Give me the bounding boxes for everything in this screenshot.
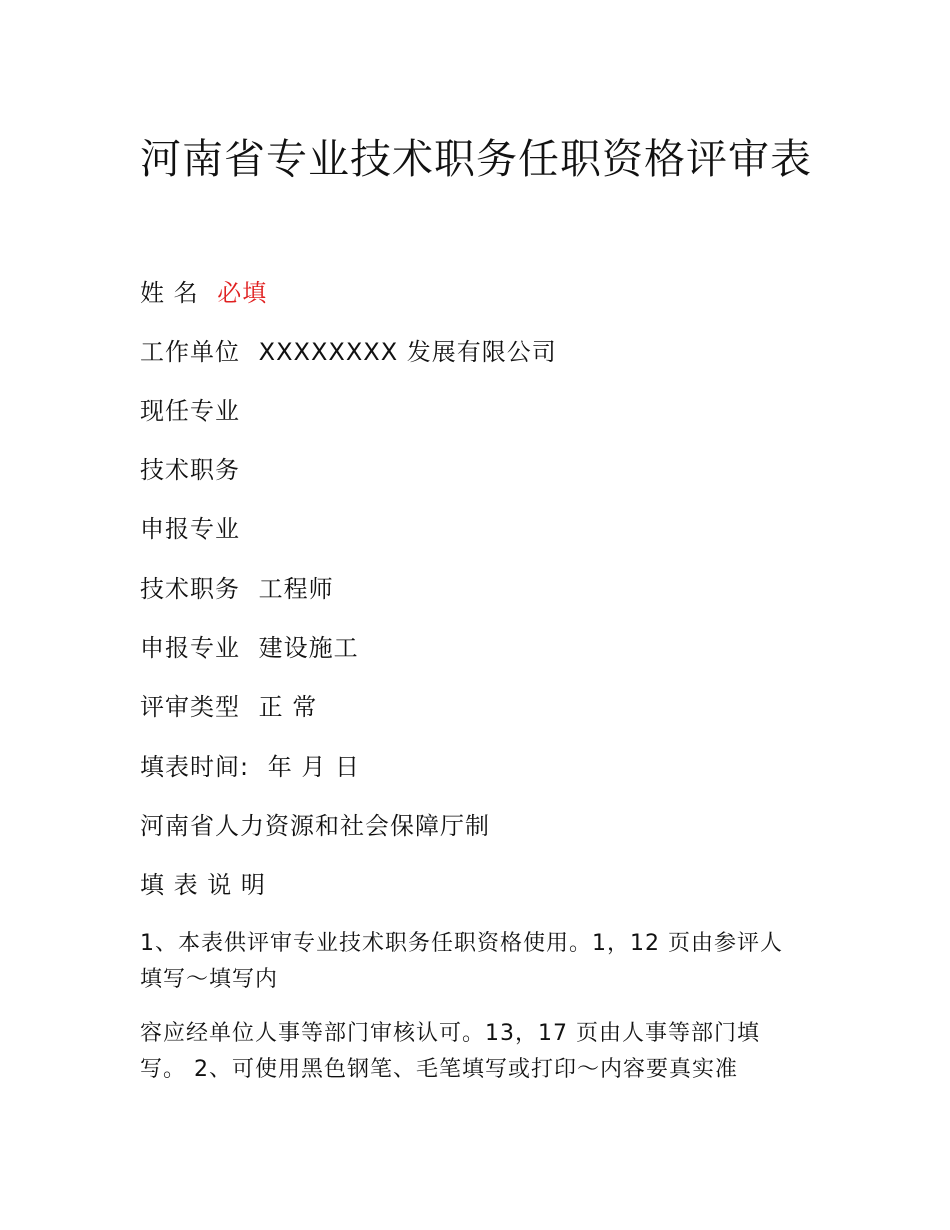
tech-position-label: 技术职务 [140, 575, 240, 603]
tech-position-value: 工程师 [258, 575, 334, 603]
current-major-label: 现任专业 [140, 397, 240, 425]
name-value: 必填 [217, 279, 268, 307]
apply-major-label: 申报专业 [140, 515, 240, 543]
instructions-heading: 填 表 说 明 [140, 871, 266, 899]
issuer: 河南省人力资源和社会保障厅制 [140, 812, 490, 840]
apply-major-label: 申报专业 [140, 634, 240, 662]
name-label: 姓 名 [140, 279, 199, 307]
tech-position-row-1 [140, 455, 240, 485]
fill-date-label: 填表时间: [140, 753, 250, 781]
apply-major-value: 建设施工 [258, 634, 359, 662]
current-major-row [140, 396, 240, 426]
instruction-paragraph-1: 1、本表供评审专业技术职务任职资格使用。1，12 页由参评人填写～填写内 [140, 931, 783, 992]
fill-date-value: 年 月 日 [267, 753, 360, 781]
fill-date-row [140, 752, 360, 782]
work-unit-row [140, 337, 557, 367]
work-unit-value: XXXXXXXX 发展有限公司 [258, 338, 557, 366]
instruction-paragraph-2: 容应经单位人事等部门审核认可。13，17 页由人事等部门填写。 2、可使用黑色钢笔、毛笔填写或打印～内容要真实准 [140, 1021, 760, 1082]
review-type-value: 正 常 [258, 693, 318, 721]
tech-position-label: 技术职务 [140, 456, 240, 484]
review-type-label: 评审类型 [140, 693, 240, 721]
apply-major-row-1 [140, 514, 240, 544]
review-type-row [140, 692, 317, 722]
tech-position-row-2 [140, 574, 334, 604]
work-unit-label: 工作单位 [140, 338, 240, 366]
apply-major-row-2 [140, 633, 359, 663]
document-title: 河南省专业技术职务任职资格评审表 [140, 135, 812, 183]
name-row [140, 278, 267, 308]
